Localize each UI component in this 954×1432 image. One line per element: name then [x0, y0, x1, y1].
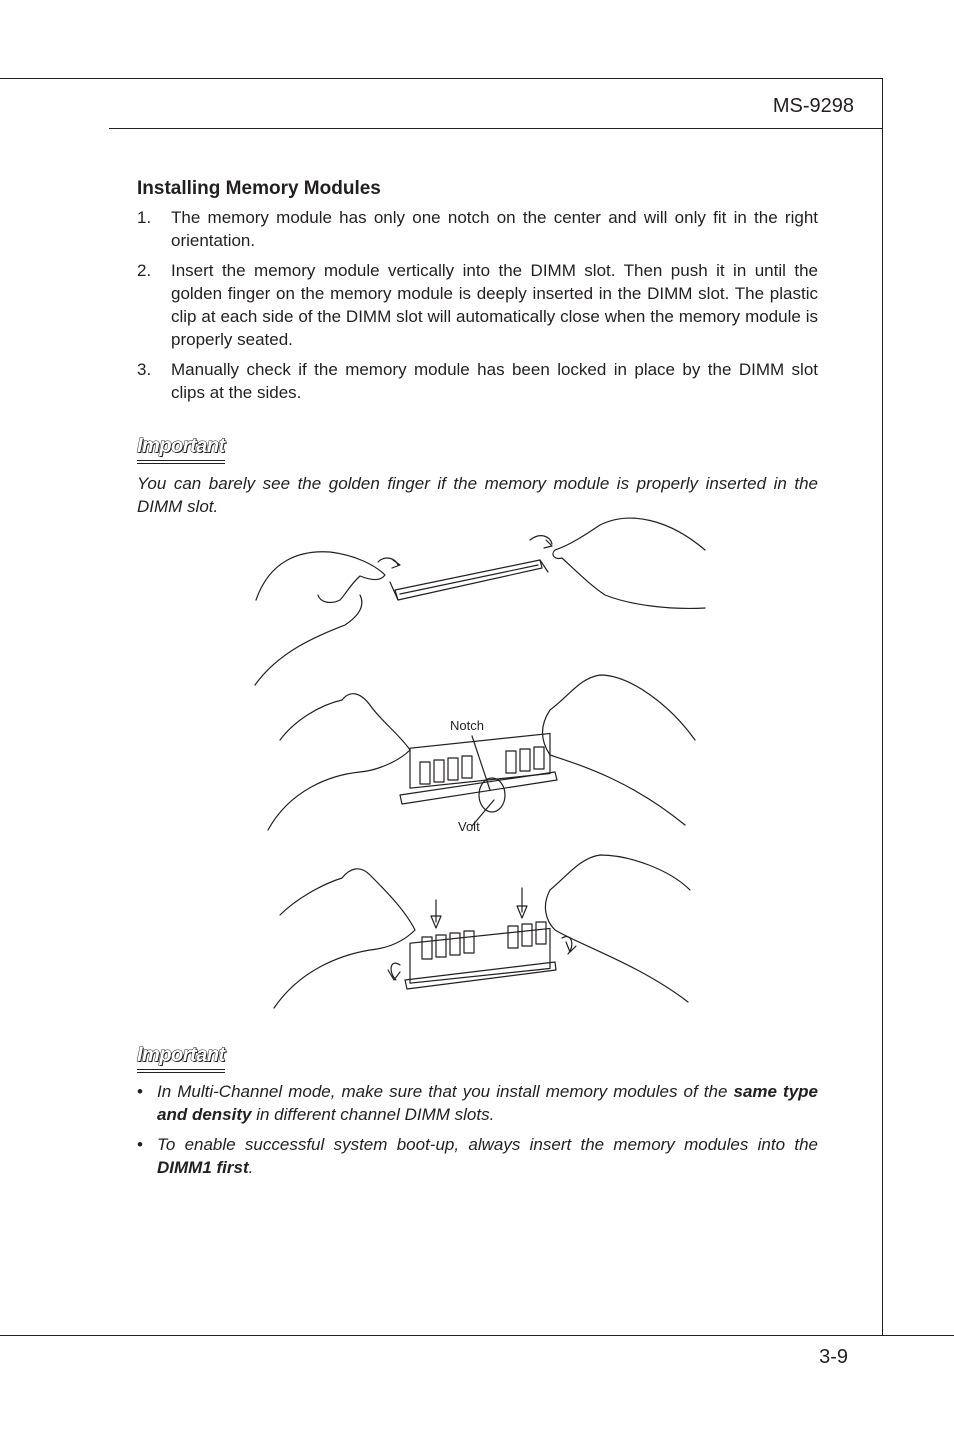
- notch-label: Notch: [450, 718, 484, 733]
- bullet-text-bold: DIMM1 first: [157, 1158, 249, 1177]
- step-number: 3.: [137, 360, 152, 379]
- step-item: [137, 206, 818, 252]
- bullet-text-post: in different channel DIMM slots.: [251, 1105, 495, 1124]
- bullet-item: [137, 1080, 818, 1126]
- step-number: 1.: [137, 208, 152, 227]
- important-note: You can barely see the golden finger if the memory module is properly inserted in the DIMM slot.: [137, 474, 818, 516]
- header-underline: [109, 128, 882, 129]
- bottom-rule: [0, 1335, 954, 1336]
- step-text: Insert the memory module vertically into the DIMM slot. Then push it in until the golden finger on the memory module is deeply inserted in the DIMM slot. The plastic clip at each side of the DIMM slot will automatically close when the memory module is properly seated.: [171, 261, 818, 349]
- bullet-text-pre: In Multi-Channel mode, make sure that you install memory modules of the: [157, 1082, 734, 1101]
- step-item: [137, 358, 818, 404]
- bullet-dot: •: [137, 1082, 143, 1101]
- step-text: The memory module has only one notch on the center and will only fit in the right orientation.: [171, 208, 818, 250]
- align-notch-panel: [268, 675, 695, 830]
- section-title: Installing Memory Modules: [137, 178, 381, 199]
- bullet-text-bold: same type and density: [157, 1082, 818, 1124]
- open-clips-panel: [255, 518, 705, 685]
- volt-label: Volt: [458, 819, 480, 834]
- steps-list: [137, 206, 818, 404]
- model-number: MS-9298: [772, 95, 854, 117]
- step-number: 2.: [137, 261, 152, 280]
- page-number: 3-9: [819, 1346, 848, 1368]
- bullet-dot: •: [137, 1135, 143, 1154]
- right-rule: [882, 78, 883, 1335]
- top-rule: [0, 78, 882, 79]
- step-item: [137, 259, 818, 351]
- press-down-panel: [274, 855, 690, 1008]
- bullet-text-pre: To enable successful system boot-up, always insert the memory modules into the: [157, 1135, 818, 1154]
- step-text: Manually check if the memory module has been locked in place by the DIMM slot clips at the sides.: [171, 360, 818, 402]
- dimm-installation-illustration: [250, 510, 710, 1010]
- main-content: [137, 178, 818, 518]
- important-bullets: [137, 1080, 818, 1186]
- bullet-item: [137, 1133, 818, 1179]
- important-heading: Important: [137, 435, 225, 464]
- bullet-text-post: .: [248, 1158, 254, 1177]
- important-heading-2: Important: [137, 1044, 225, 1073]
